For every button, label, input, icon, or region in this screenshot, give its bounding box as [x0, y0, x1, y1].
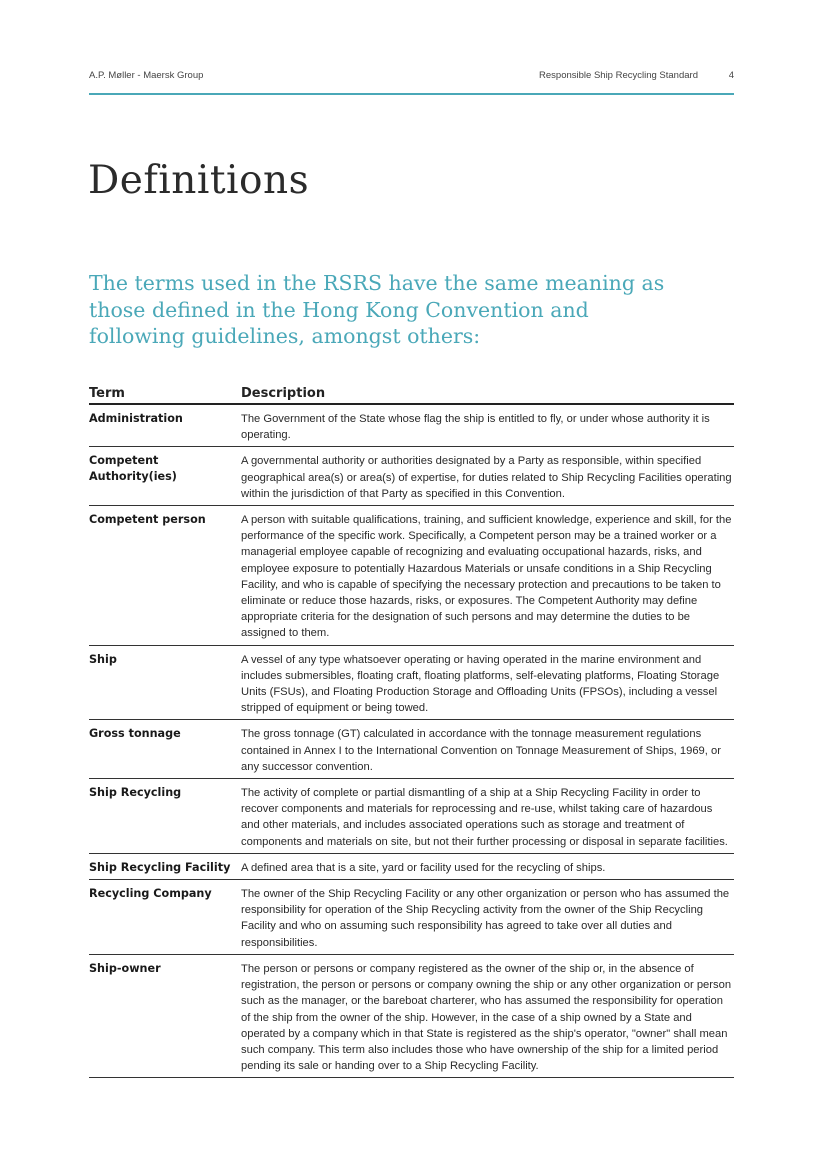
table-row: [89, 720, 734, 779]
description-cell: A person with suitable qualifications, training, and sufficient knowledge, experience and skill, for the performance of the specific work. Specifically, a Competent person may be a trained worker or a managerial employee capable of recognizing and evaluating occupational hazards, risks, and employee exposure to potentially Hazardous Materials or unsafe conditions in a Ship Recycling Facility, and who is capable of specifying the necessary protection and precautions to be taken to eliminate or reduce those hazards, risks, or exposures. The Competent Authority may define appropriate criteria for the designation of such persons and may determine the duties to be assigned to them.: [241, 514, 732, 640]
header-company: A.P. Møller - Maersk Group: [89, 70, 204, 81]
description-cell: The person or persons or company registered as the owner of the ship or, in the absence of registration, the person or persons or company owning the ship or any other organization or person such as the manager, or the bareboat charterer, who has assumed the responsibility for operation of the ship from the owner of the ship. However, in the case of a ship owned by a State and operated by a company which in that State is registered as the ship's operator, "owner" shall mean such company. This term also includes those who have ownership of the ship for a limited period pending its sale or handing over to a Ship Recycling Facility.: [241, 962, 732, 1073]
intro-text: The terms used in the RSRS have the same meaning as those defined in the Hong Kong Convention and following guidelines, amongst others:: [89, 271, 665, 348]
column-header-description: Description: [241, 386, 326, 401]
header-document-title: Responsible Ship Recycling Standard: [539, 70, 698, 81]
table-row: [89, 405, 734, 447]
description-cell: A vessel of any type whatsoever operating or having operated in the marine environment and includes submersibles, floating craft, floating platforms, self-elevating platforms, Floating Storage Units (FSUs), and Floating Production Storage and Offloading Units (FPSOs), including a vessel stripped of equipment or being towed.: [241, 653, 720, 715]
term-cell: Ship-owner: [89, 961, 161, 975]
table-row: [89, 506, 734, 646]
table-row: [89, 854, 734, 880]
page-number: 4: [728, 70, 734, 81]
description-cell: The owner of the Ship Recycling Facility or any other organization or person who has assumed the responsibility for operation of the Ship Recycling activity from the owner of the Ship Recycling Facility and who on assuming such responsibility has agreed to take over all duties and responsibilities.: [241, 888, 730, 949]
header-divider: [89, 93, 734, 95]
term-cell: Ship Recycling Facility: [89, 860, 231, 874]
term-cell: Administration: [89, 412, 183, 425]
term-cell: Ship Recycling: [89, 786, 182, 800]
term-cell: Recycling Company: [89, 887, 212, 901]
table-row: [89, 447, 734, 506]
term-cell: Gross tonnage: [89, 727, 181, 741]
page-title: Definitions: [88, 158, 310, 203]
term-cell: Ship: [89, 652, 117, 666]
description-cell: The activity of complete or partial dismantling of a ship at a Ship Recycling Facility in order to recover components and materials for reprocessing and re-use, whilst taking care of hazardous and other materials, and includes associated operations such as storage and treatment of components and materials on site, but not their further processing or disposal in separate facilities.: [241, 787, 728, 848]
description-cell: A defined area that is a site, yard or facility used for the recycling of ships.: [241, 861, 606, 874]
table-header: [89, 381, 734, 405]
term-cell: Competent Authority(ies): [89, 454, 177, 483]
table-row: [89, 646, 734, 721]
table-row: [89, 955, 734, 1078]
table-row: [89, 880, 734, 955]
description-cell: The Government of the State whose flag the ship is entitled to fly, or under whose authority it is operating.: [241, 413, 710, 442]
definitions-table: [89, 381, 734, 1078]
table-row: [89, 779, 734, 854]
description-cell: The gross tonnage (GT) calculated in accordance with the tonnage measurement regulations contained in Annex I to the International Convention on Tonnage Measurement of Ships, 1969, or any successor convention.: [241, 728, 721, 773]
term-cell: Competent person: [89, 513, 206, 527]
column-header-term: Term: [89, 386, 125, 401]
description-cell: A governmental authority or authorities designated by a Party as responsible, within specified geographical area(s) or area(s) of expertise, for duties related to Ship Recycling Facilities operating within the jurisdiction of that Party as specified in this Convention.: [241, 455, 732, 500]
